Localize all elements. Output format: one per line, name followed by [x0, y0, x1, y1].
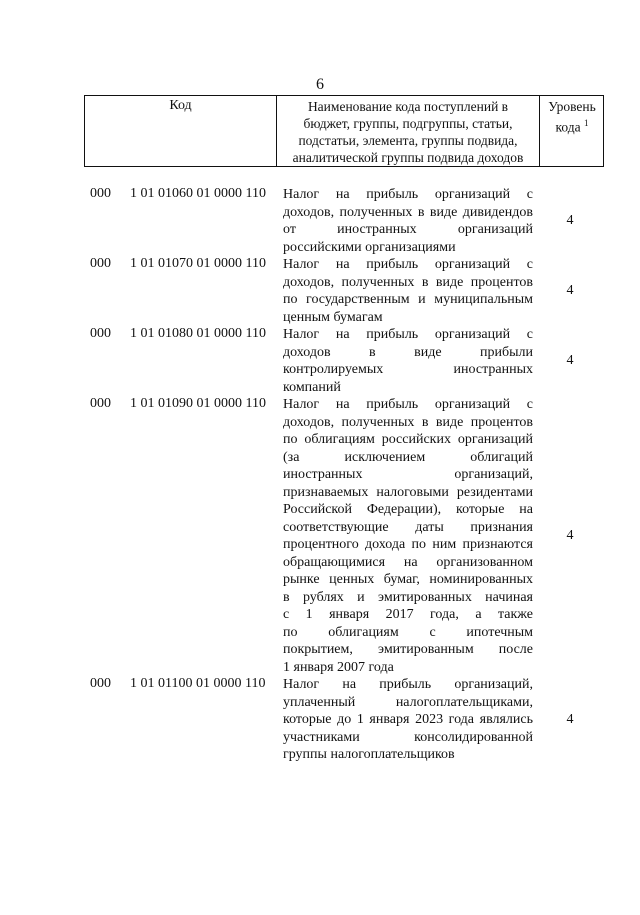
revenue-name-line: обращающимися на организованном: [283, 554, 533, 570]
revenue-name-line: соответствующие даты признания: [283, 519, 533, 535]
revenue-code: 1 01 01060 01 0000 110: [130, 186, 266, 201]
admin-code: 000: [90, 326, 111, 341]
revenue-name-line: с 1 января 2017 года, а также: [283, 607, 533, 622]
revenue-name-line: от иностранных организаций: [283, 222, 533, 237]
revenue-name-line: по облигациям с ипотечным: [283, 624, 533, 640]
header-name-line: Наименование кода поступлений в: [307, 99, 509, 114]
revenue-name-line: процентного дохода по ним признаются: [283, 537, 533, 552]
revenue-code: 1 01 01080 01 0000 110: [130, 326, 266, 341]
admin-code: 000: [90, 676, 111, 691]
revenue-name-line: Налог на прибыль организаций с: [283, 397, 533, 412]
revenue-name-line: российскими организациями: [283, 239, 456, 255]
header-level-line: Уровень: [548, 99, 596, 114]
header-name-line: бюджет, группы, подгруппы, статьи,: [303, 116, 513, 131]
revenue-name: [283, 256, 533, 326]
table-row: [0, 396, 640, 676]
revenue-name: [283, 326, 533, 396]
revenue-name-line: (за исключением облигаций: [283, 449, 533, 465]
header-name-line: подстатьи, элемента, группы подвида,: [298, 133, 518, 148]
code-level: 4: [566, 213, 574, 228]
admin-code: 000: [90, 186, 111, 201]
revenue-code: 1 01 01070 01 0000 110: [130, 256, 266, 271]
revenue-code: 1 01 01100 01 0000 110: [130, 676, 266, 691]
admin-code: 000: [90, 396, 111, 411]
revenue-name-line: компаний: [283, 379, 341, 395]
header-name-line: аналитической группы подвида доходов: [292, 150, 524, 165]
code-level: 4: [566, 353, 574, 368]
revenue-name-line: Налог на прибыль организаций с: [283, 327, 533, 342]
revenue-name-line: доходов, полученных в виде процентов: [283, 274, 533, 290]
page-number: 6: [316, 76, 324, 93]
header-level: [540, 98, 604, 136]
table-row: [0, 326, 640, 396]
revenue-name-line: группы налогоплательщиков: [283, 747, 455, 762]
table-row: [0, 186, 640, 256]
revenue-name-line: Налог на прибыль организаций с: [283, 257, 533, 272]
revenue-name-line: ценным бумагам: [283, 309, 383, 325]
revenue-name-line: 1 января 2007 года: [283, 659, 394, 675]
revenue-name-line: которые до 1 января 2023 года являлись: [283, 712, 533, 727]
revenue-name-line: уплаченный налогоплательщиками,: [283, 694, 533, 710]
footnote-mark: 1: [583, 118, 589, 128]
revenue-name-line: Налог на прибыль организаций с: [283, 187, 533, 202]
revenue-name-line: иностранных организаций,: [283, 467, 533, 482]
table-row: [0, 256, 640, 326]
revenue-name: [283, 676, 533, 764]
revenue-name-line: доходов, полученных в виде процентов: [283, 414, 533, 430]
header-name: [277, 98, 539, 166]
header-code: Код: [169, 98, 192, 113]
revenue-name: [283, 396, 533, 676]
code-level: 4: [566, 711, 574, 727]
revenue-name-line: покрытием, эмитированным после: [283, 642, 533, 657]
revenue-name-line: рынке ценных бумаг, номинированных: [283, 572, 533, 587]
table-row: [0, 676, 640, 764]
code-level: 4: [566, 283, 574, 298]
revenue-code: 1 01 01090 01 0000 110: [130, 396, 266, 411]
header-level-text: кода: [555, 119, 581, 135]
admin-code: 000: [90, 256, 111, 271]
revenue-name-line: участниками консолидированной: [283, 729, 533, 745]
header-level-line: [540, 115, 604, 136]
revenue-name-line: по облигациям российских организаций: [283, 432, 533, 447]
revenue-name-line: по государственным и муниципальным: [283, 292, 533, 307]
code-level: 4: [566, 528, 574, 543]
revenue-name-line: признаваемых налоговыми резидентами: [283, 484, 533, 500]
revenue-name-line: в рублях и эмитированных начиная: [283, 589, 533, 605]
revenue-name-line: доходов в виде прибыли: [283, 344, 533, 360]
table-body: [0, 186, 640, 764]
revenue-name-line: Российской Федерации), которые на: [283, 502, 533, 517]
revenue-name: [283, 186, 533, 256]
revenue-name-line: контролируемых иностранных: [283, 362, 533, 377]
revenue-name-line: доходов, полученных в виде дивидендов: [283, 204, 533, 220]
revenue-name-line: Налог на прибыль организаций,: [283, 677, 533, 692]
table-header: [84, 95, 604, 167]
